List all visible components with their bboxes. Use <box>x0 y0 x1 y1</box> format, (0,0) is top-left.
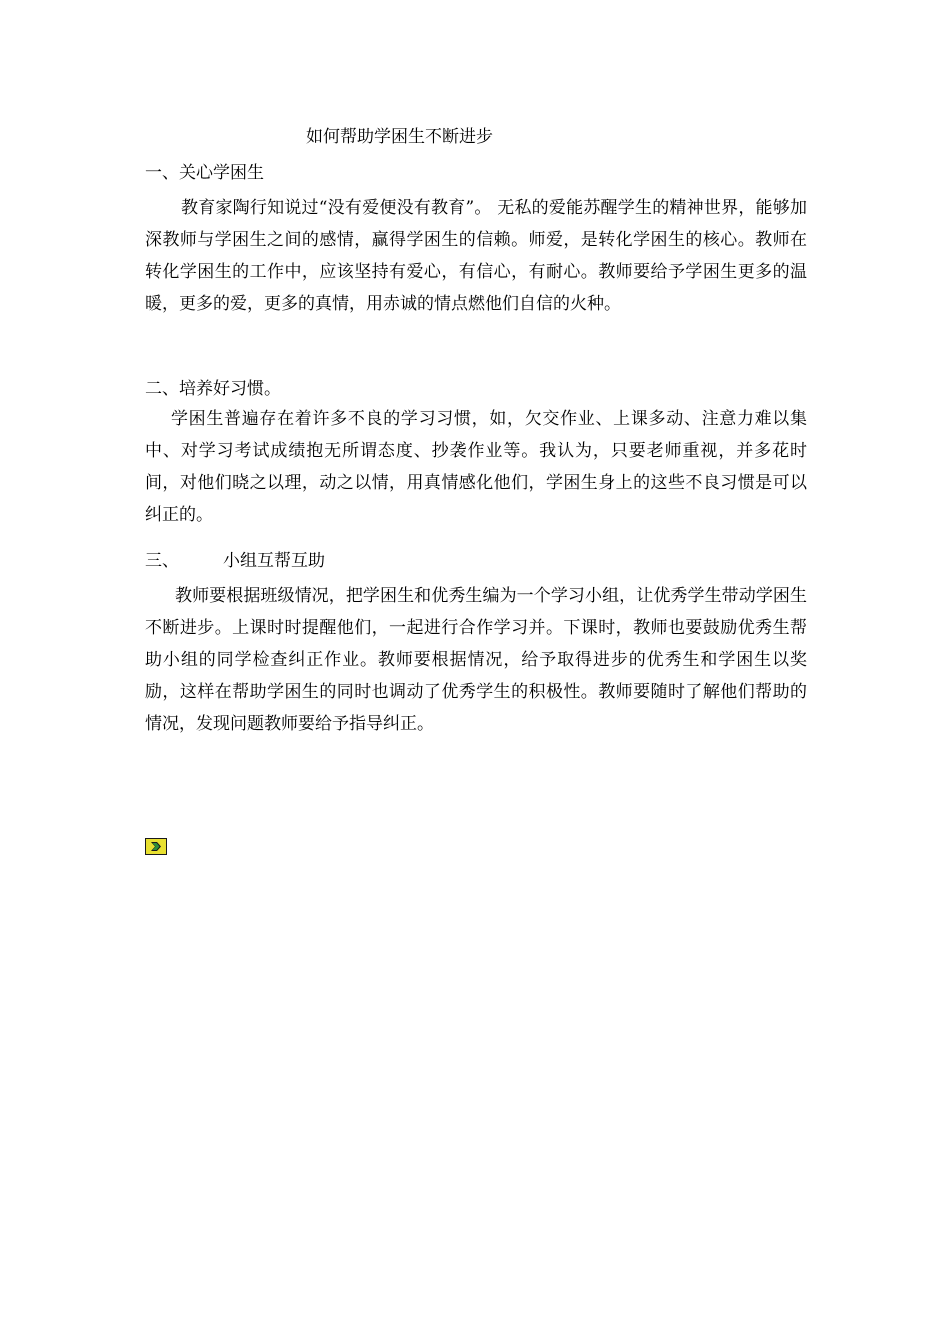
arrow-link-icon[interactable] <box>145 838 167 855</box>
section-title: 小组互帮互助 <box>223 551 325 571</box>
section-number: 一、 <box>145 163 179 183</box>
document-title: 如何帮助学困生不断进步 <box>306 127 493 147</box>
section-title: 关心学困生 <box>179 163 264 183</box>
section-heading-2 <box>145 376 281 402</box>
section-number: 二、 <box>145 379 179 399</box>
section-heading-1 <box>145 160 264 186</box>
section-number: 三、 <box>145 551 179 571</box>
section-body-3: 教师要根据班级情况，把学困生和优秀生编为一个学习小组，让优秀学生带动学困生不断进步。上课时时提醒他们，一起进行合作学习并。下课时，教师也要鼓励优秀生帮助小组的同学检查纠正作业。教师要根据情况，给予取得进步的优秀生和学困生以奖励，这样在帮助学困生的同时也调动了优秀学生的积极性。教师要随时了解他们帮助的情况，发现问题教师要给予指导纠正。 <box>145 586 807 734</box>
section-heading-3 <box>145 548 325 574</box>
section-body-1: 教育家陶行知说过“没有爱便没有教育”。 无私的爱能苏醒学生的精神世界，能够加深教师与学困生之间的感情，赢得学困生的信赖。师爱，是转化学困生的核心。教师在转化学困生的工作中，应该坚持有爱心，有信心，有耐心。教师要给予学困生更多的温暖，更多的爱，更多的真情，用赤诚的情点燃他们自信的火种。 <box>145 198 807 314</box>
section-body-2: 学困生普遍存在着许多不良的学习习惯，如，欠交作业、上课多动、注意力难以集中、对学习考试成绩抱无所谓态度、抄袭作业等。我认为，只要老师重视，并多花时间，对他们晓之以理，动之以情，用真情感化他们，学困生身上的这些不良习惯是可以纠正的。 <box>145 409 807 525</box>
section-title: 培养好习惯。 <box>179 379 281 399</box>
